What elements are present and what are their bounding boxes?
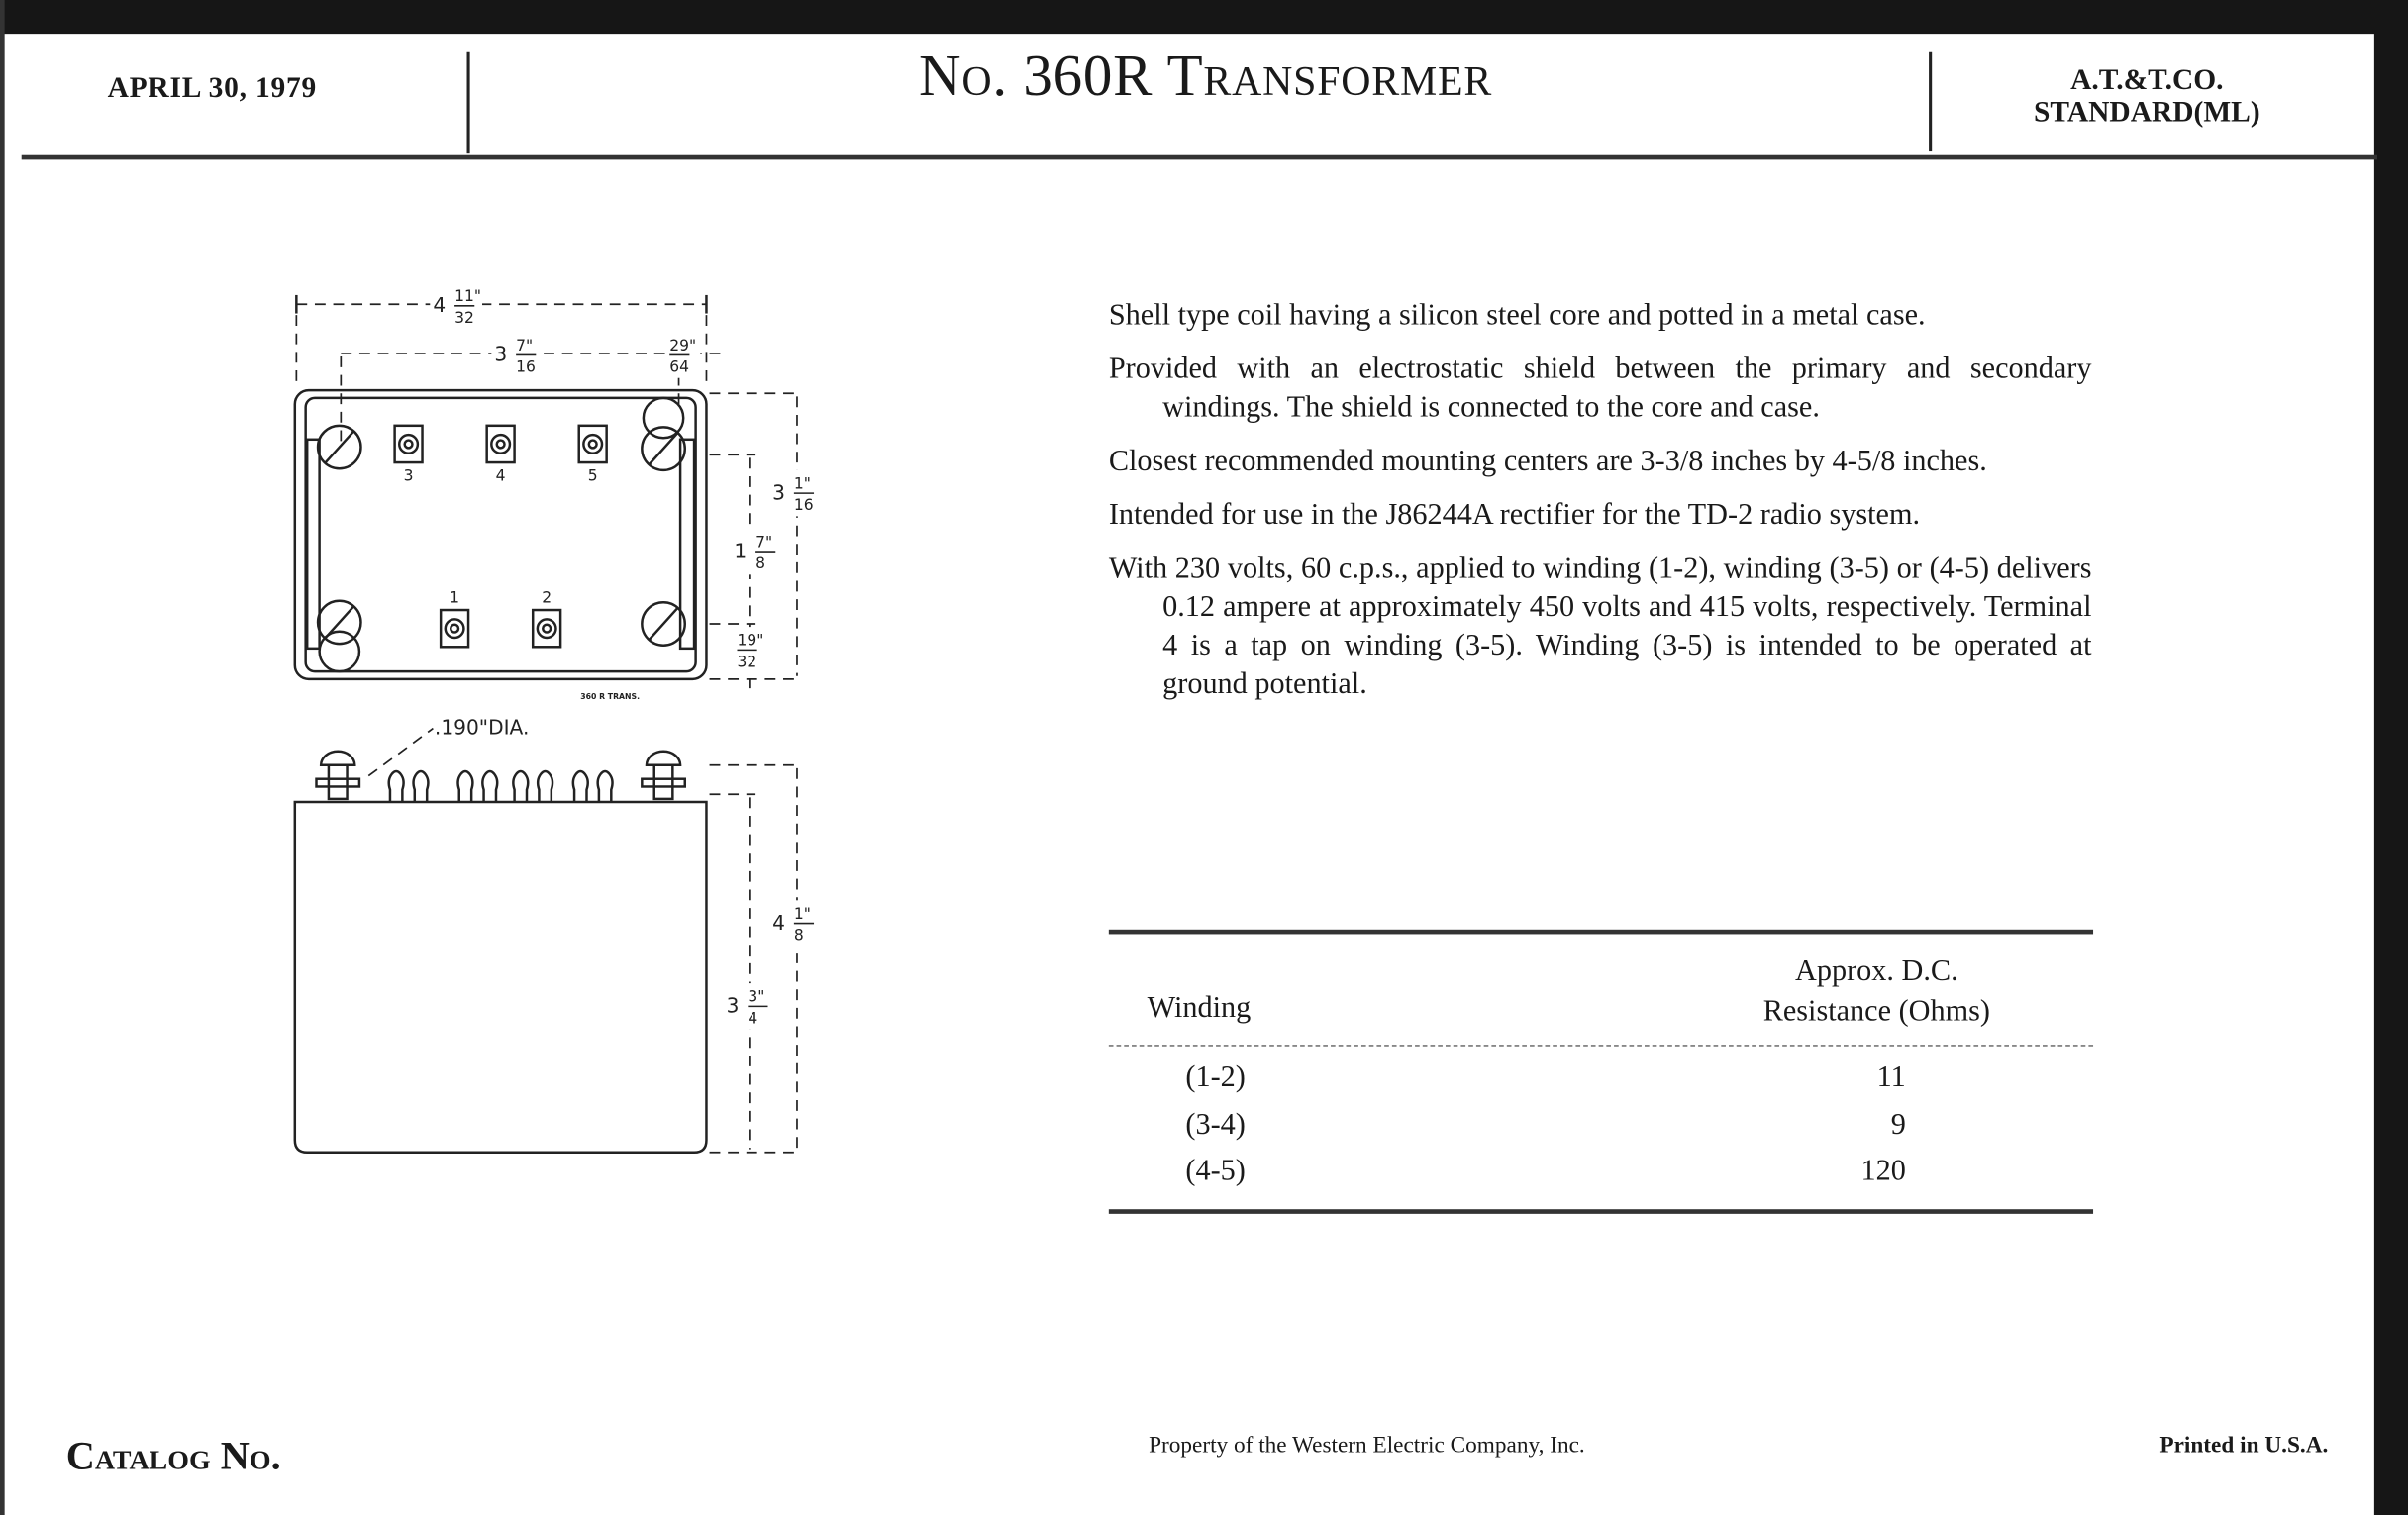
dimension-denominator: 4 — [748, 1009, 758, 1028]
lug-icon — [389, 771, 404, 802]
page-title: No. 360R Transformer — [918, 44, 1493, 110]
dimension-denominator: 32 — [737, 653, 757, 671]
printed-in: Printed in U.S.A. — [2159, 1433, 2329, 1459]
description-paragraph: Shell type coil having a silicon steel core and potted in a metal case. — [1108, 299, 1926, 333]
issue-date: APRIL 30, 1979 — [107, 71, 318, 105]
col-resistance-line1: Approx. D.C. — [1794, 956, 1958, 988]
mounting-screw-icon — [318, 398, 685, 671]
dimension-bottom-offset — [734, 627, 767, 673]
terminal-icon — [441, 610, 468, 647]
description-paragraph: With 230 volts, 60 c.p.s., applied to winding (1-2), winding (3-5) or (4-5) delivers 0.12 ampere at approximately 450 volts and 415 volts, respectively. Terminal 4 is a tap on winding (3-5). Winding (3-5) is intended to be operated at ground potential. — [1108, 553, 2092, 701]
dimension-edge-offset — [666, 332, 700, 378]
lug-icon — [482, 771, 497, 802]
winding-cell: (3-4) — [1185, 1108, 1246, 1142]
winding-cell: (4-5) — [1185, 1155, 1246, 1188]
resistance-table — [1109, 930, 2093, 1213]
plate-label: 360 R TRANS. — [580, 692, 641, 702]
company-name: A.T.&T.CO. — [2070, 64, 2224, 97]
terminal-label: 3 — [403, 466, 414, 485]
terminal-label: 5 — [587, 466, 598, 485]
table-row — [1109, 1150, 2093, 1196]
top-view — [295, 390, 707, 701]
col-winding: Winding — [1147, 992, 1252, 1025]
description-paragraph: Closest recommended mounting centers are 3-3/8 inches by 4-5/8 inches. — [1108, 445, 1987, 478]
dimension-whole: 3 — [726, 993, 740, 1018]
dimension-whole: 3 — [494, 342, 508, 366]
dimension-numerator: 1" — [793, 904, 811, 923]
dimension-whole: 4 — [433, 292, 447, 318]
catalog-number-label: Catalog No. — [65, 1433, 281, 1478]
dimension-whole: 4 — [772, 910, 785, 935]
dimension-overall-height — [769, 900, 822, 947]
lug-icon — [513, 771, 528, 802]
lug-icon — [414, 771, 429, 802]
table-rule — [1109, 1208, 2093, 1213]
col-resistance — [1692, 953, 2060, 1033]
dimension-numerator: 7" — [755, 533, 773, 552]
dimension-denominator: 64 — [669, 357, 689, 376]
dimension-numerator: 7" — [516, 336, 534, 354]
ohms-cell: 11 — [1876, 1061, 1906, 1094]
ohms-cell: 9 — [1890, 1108, 1906, 1142]
dimension-numerator: 29" — [669, 336, 697, 354]
description-paragraph: Provided with an electrostatic shield between the primary and secondary windings. The shield is connected to the core and case. — [1108, 353, 2092, 425]
description-paragraph: Intended for use in the J86244A rectifier for the TD-2 radio system. — [1108, 499, 1921, 532]
stud-diameter-label: .190"DIA. — [434, 715, 530, 740]
dimension-whole: 1 — [734, 539, 748, 563]
dimension-denominator: 16 — [793, 496, 814, 515]
dimension-numerator: 11" — [454, 287, 481, 306]
dimension-whole: 3 — [772, 480, 785, 505]
terminal-label: 4 — [495, 466, 506, 485]
standard-name: STANDARD(ML) — [2033, 96, 2260, 130]
table-row — [1109, 1056, 2093, 1102]
dimension-denominator: 32 — [454, 308, 474, 327]
property-notice: Property of the Western Electric Company, Inc. — [1149, 1433, 1585, 1459]
ohms-cell: 120 — [1860, 1155, 1906, 1188]
side-view — [295, 716, 707, 1153]
lug-icon — [538, 771, 552, 802]
dimension-case-height — [724, 983, 776, 1030]
col-resistance-line2: Resistance (Ohms) — [1762, 995, 1991, 1029]
solder-lug-icons — [389, 771, 613, 802]
table-header — [1109, 934, 2093, 1045]
terminal-label: 2 — [542, 588, 552, 607]
dimension-overall-width — [430, 283, 482, 330]
mounting-stud-icon — [317, 752, 685, 799]
dimension-overall-depth — [769, 470, 822, 517]
dimension-labels — [430, 283, 822, 1030]
terminal-icon — [395, 426, 423, 462]
dimension-mount-width — [491, 332, 544, 378]
table-row — [1109, 1102, 2093, 1149]
lug-icon — [573, 771, 588, 802]
dimension-denominator: 8 — [755, 555, 765, 573]
description — [1109, 296, 2092, 719]
dimension-numerator: 19" — [737, 631, 764, 650]
lug-icon — [598, 771, 613, 802]
lug-icon — [458, 771, 473, 802]
solder-terminals — [395, 426, 607, 647]
terminal-icon — [533, 610, 560, 647]
dimension-denominator: 8 — [793, 926, 804, 945]
dimension-denominator: 16 — [516, 357, 536, 376]
terminal-icon — [487, 426, 515, 462]
dimension-numerator: 3" — [748, 987, 765, 1006]
terminal-label: 1 — [450, 588, 460, 607]
dimension-numerator: 1" — [793, 474, 811, 493]
winding-cell: (1-2) — [1185, 1061, 1246, 1094]
terminal-icon — [579, 426, 607, 462]
dimension-mount-depth — [731, 529, 783, 575]
